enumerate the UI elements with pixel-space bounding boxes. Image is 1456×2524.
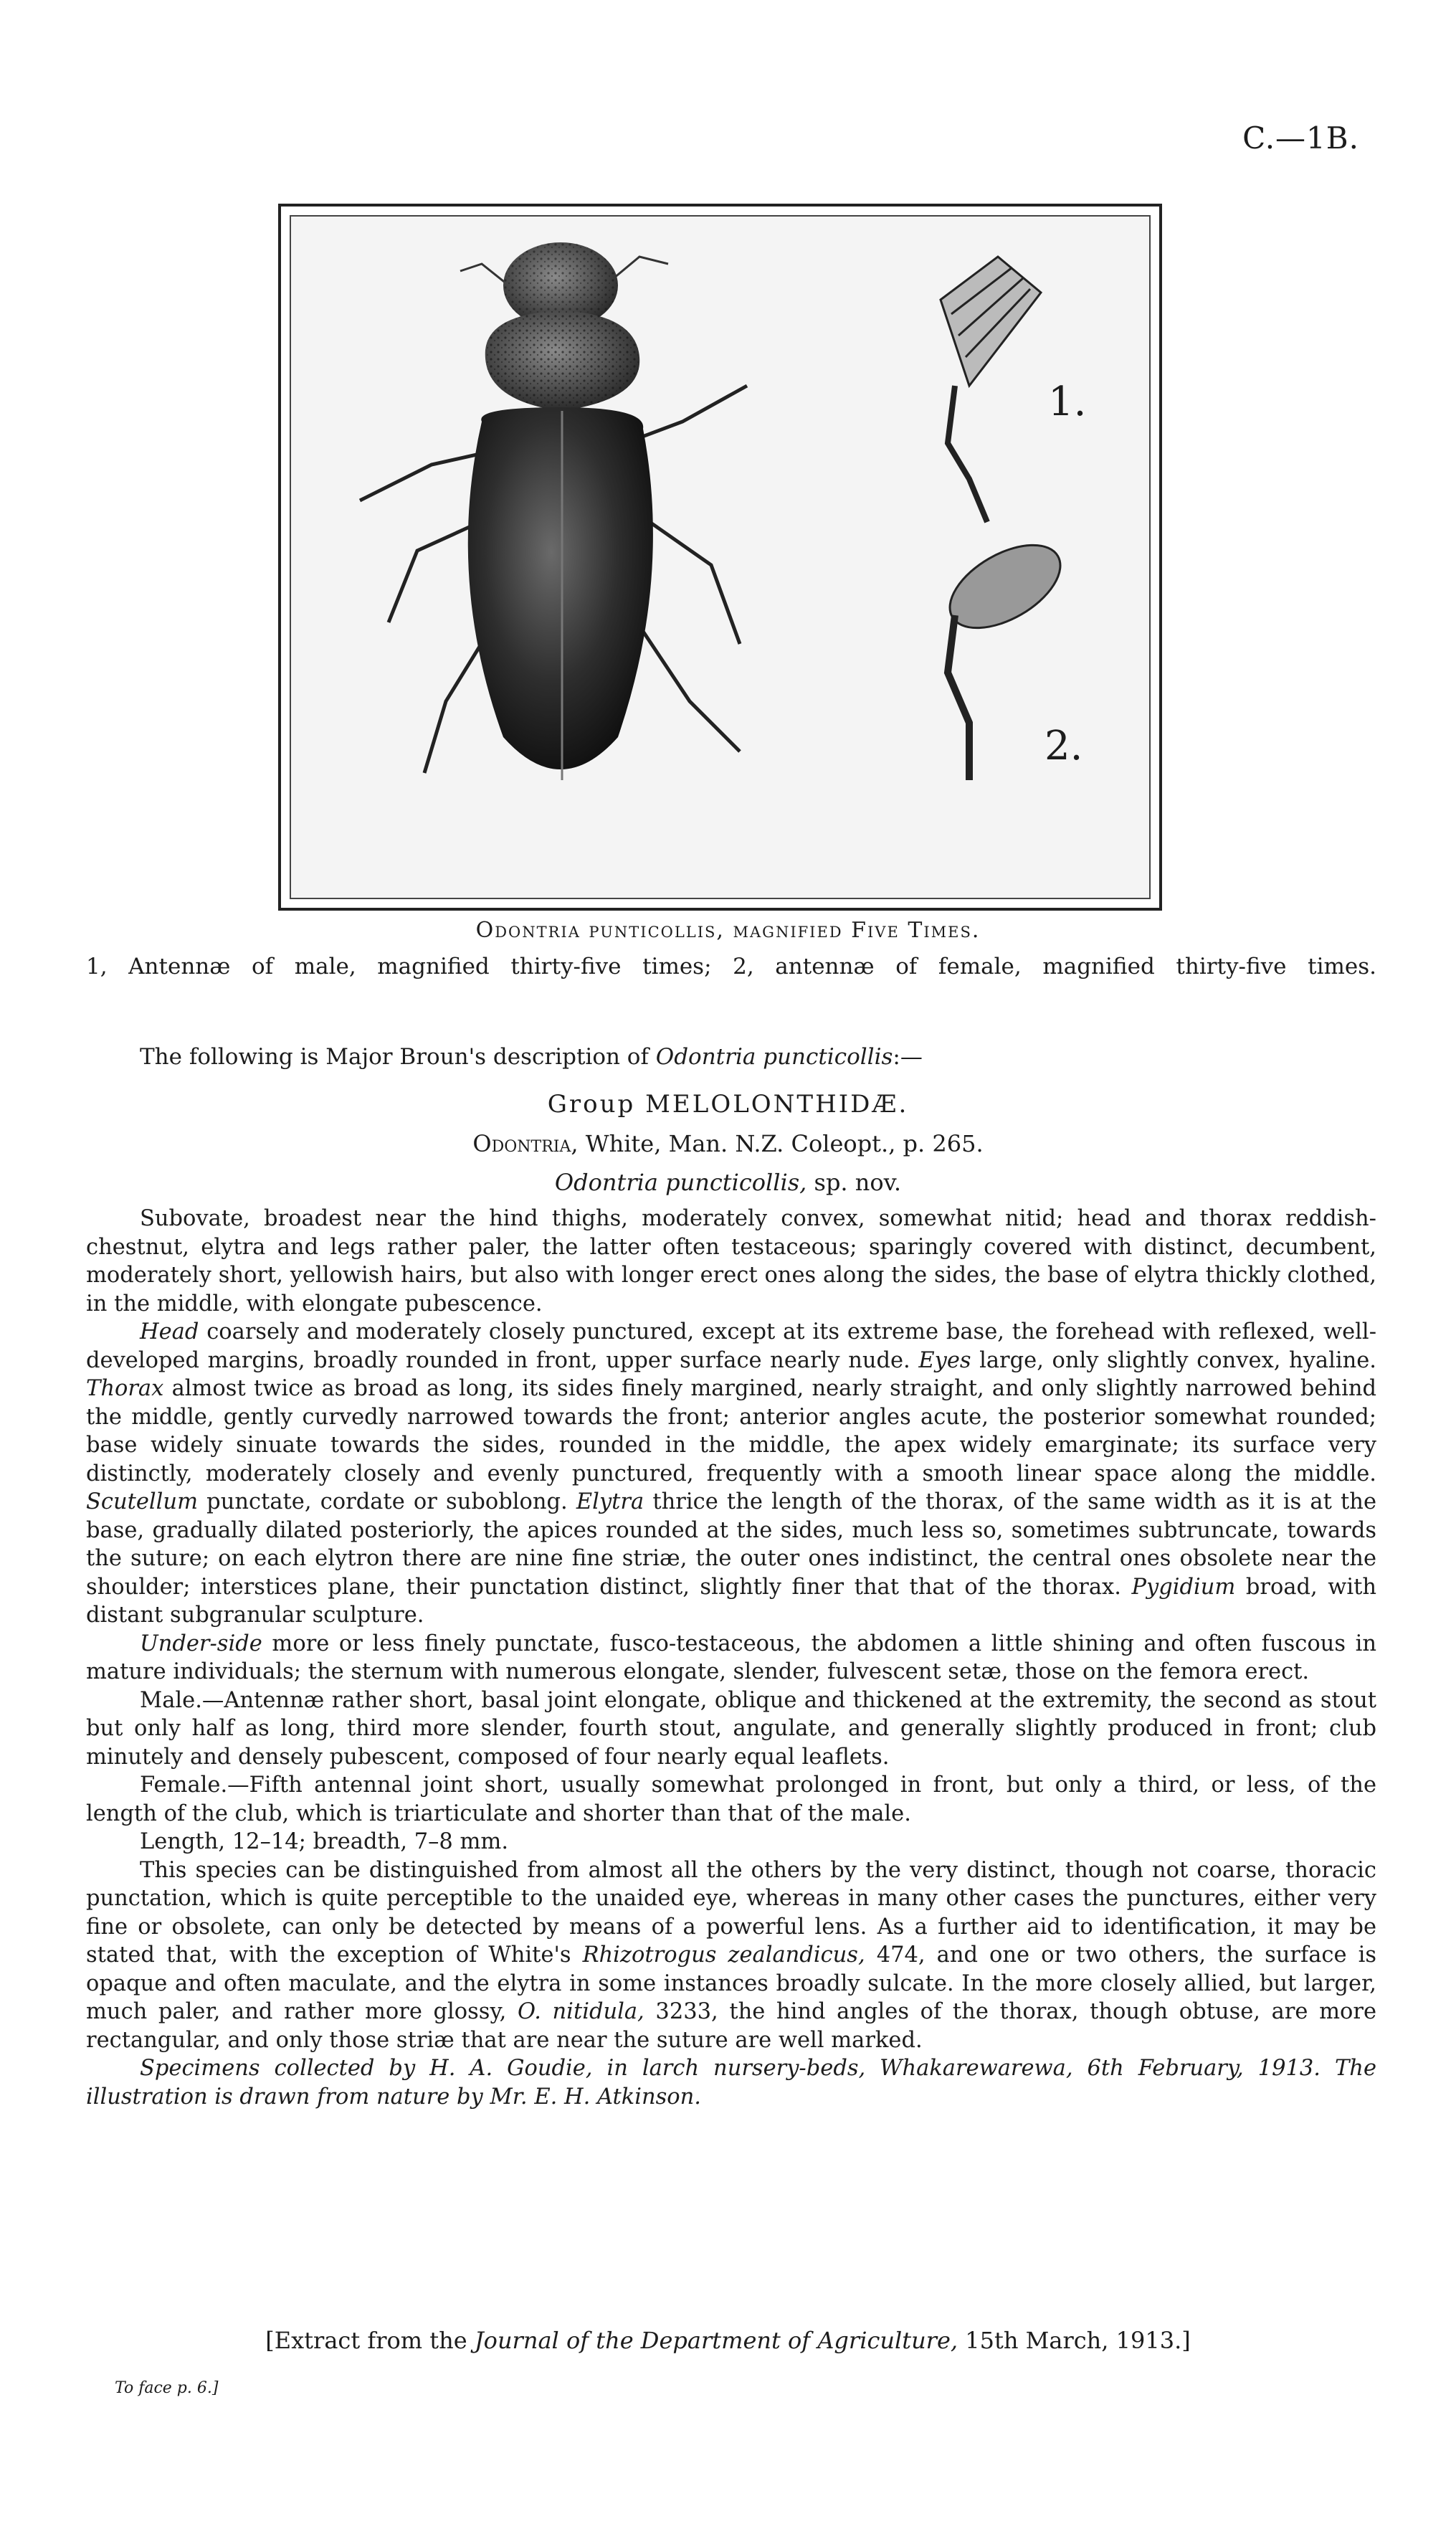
antenna-figure-1 xyxy=(941,257,1041,522)
paragraph-measurements: Length, 12–14; breadth, 7–8 mm. xyxy=(140,1829,509,1854)
paragraph-general: Subovate, broadest near the hind thighs, moderately convex, somewhat nitid; head and thorax reddish-chestnut, elytra and legs rather paler, the latter often testaceous; sparingly covered with distinct, decumbent, moderately short, yellowish hairs, but also with longer erect ones along the sides, the base of elytra thickly clothed, in the middle, with elongate pubescence. xyxy=(86,1206,1376,1316)
figure-label-1: 1. xyxy=(1048,379,1087,425)
group-heading: Group MELOLONTHIDÆ. xyxy=(547,1090,909,1119)
figure-caption-title: Odontria punticollis, magnified Five Times. xyxy=(475,918,981,943)
species-heading: Odontria puncticollis, sp. nov. xyxy=(554,1169,902,1196)
paragraph-underside: Under-side more or less finely punctate, fusco-testaceous, the abdomen a little shining and often fuscous in mature individuals; the sternum with numerous elongate, slender, fulvescent setæ, those on the femora erect. xyxy=(86,1631,1376,1684)
hind-right-leg xyxy=(632,615,740,751)
paragraph-distinction: This species can be distinguished from almost all the others by the very distinct, though not coarse, thoracic punctation, which is quite perceptible to the unaided eye, whereas in many other cases the punctures, either very fine or obsolete, can only be detected by means of a powerful lens. As a further aid to identification, it may be stated that, with the exception of White's Rhizotrogus zealandicus, 474, and one or two others, the surface is opaque and often maculate, and the elytra in some instances broadly sulcate. In the more closely allied, but larger, much paler, and rather more glossy, O. nitidula, 3233, the hind angles of the thorax, though obtuse, are more rectangular, and only those striæ that are near the suture are well marked. xyxy=(86,1857,1377,2053)
page-identifier: C.—1B. xyxy=(1242,120,1359,156)
beetle-plate-figure xyxy=(278,204,1162,911)
figure-caption-detail: 1, Antennæ of male, magnified thirty-five times; 2, antennæ of female, magnified thirty-five times. xyxy=(86,954,1376,979)
beetle-elytra xyxy=(468,407,653,769)
mid-right-leg xyxy=(639,515,740,644)
beetle-illustration xyxy=(281,207,1159,908)
facing-page-note: To face p. 6.] xyxy=(115,2379,219,2397)
paragraph-female: Female.—Fifth antennal joint short, usually somewhat prolonged in front, but only a third, or less, of the length of the club, which is triarticulate and shorter than that of the male. xyxy=(86,1773,1376,1826)
paragraph-male: Male.—Antennæ rather short, basal joint elongate, oblique and thickened at the extremity, the second as stout but only half as long, third more slender, fourth stout, angulate, and generally slightly produced in front; club minutely and densely pubescent, composed of four nearly equal leaflets. xyxy=(86,1687,1376,1770)
genus-heading: Odontria, White, Man. N.Z. Coleopt., p. 265. xyxy=(472,1130,984,1157)
figure-label-2: 2. xyxy=(1045,723,1083,769)
paragraph-specimens: Specimens collected by H. A. Goudie, in larch nursery-beds, Whakarewarewa, 6th February, 1913. The illustration is drawn from nature by Mr. E. H. Atkinson. xyxy=(86,2056,1376,2110)
paragraph-morphology: Head coarsely and moderately closely punctured, except at its extreme base, the forehead with reflexed, well-developed margins, broadly rounded in front, upper surface nearly nude. Eyes large, only slightly convex, hyaline. Thorax almost twice as broad as long, its sides finely margined, nearly straight, and only slightly narrowed behind the middle, gently curvedly narrowed towards the front; anterior angles acute, the posterior somewhat rounded; base widely sinuate towards the sides, rounded in the middle, the apex widely emarginate; its surface very distinctly, moderately closely and evenly punctured, frequently with a smooth linear space along the middle. Scutellum punctate, cordate or suboblong. Elytra thrice the length of the thorax, of the same width as it is at the base, gradually dilated posteriorly, the apices rounded at the sides, much less so, sometimes subtruncate, towards the suture; on each elytron there are nine fine striæ, the outer ones indistinct, the central ones obsolete near the shoulder; interstices plane, their punctation distinct, slightly finer that that of the thorax. Pygidium broad, with distant subgranular sculpture. xyxy=(86,1319,1376,1628)
extract-note: [Extract from the Journal of the Department of Agriculture, 15th March, 1913.] xyxy=(265,2327,1191,2354)
intro-paragraph: The following is Major Broun's description of Odontria puncticollis:— xyxy=(140,1044,923,1070)
description-body xyxy=(86,1205,1376,2111)
